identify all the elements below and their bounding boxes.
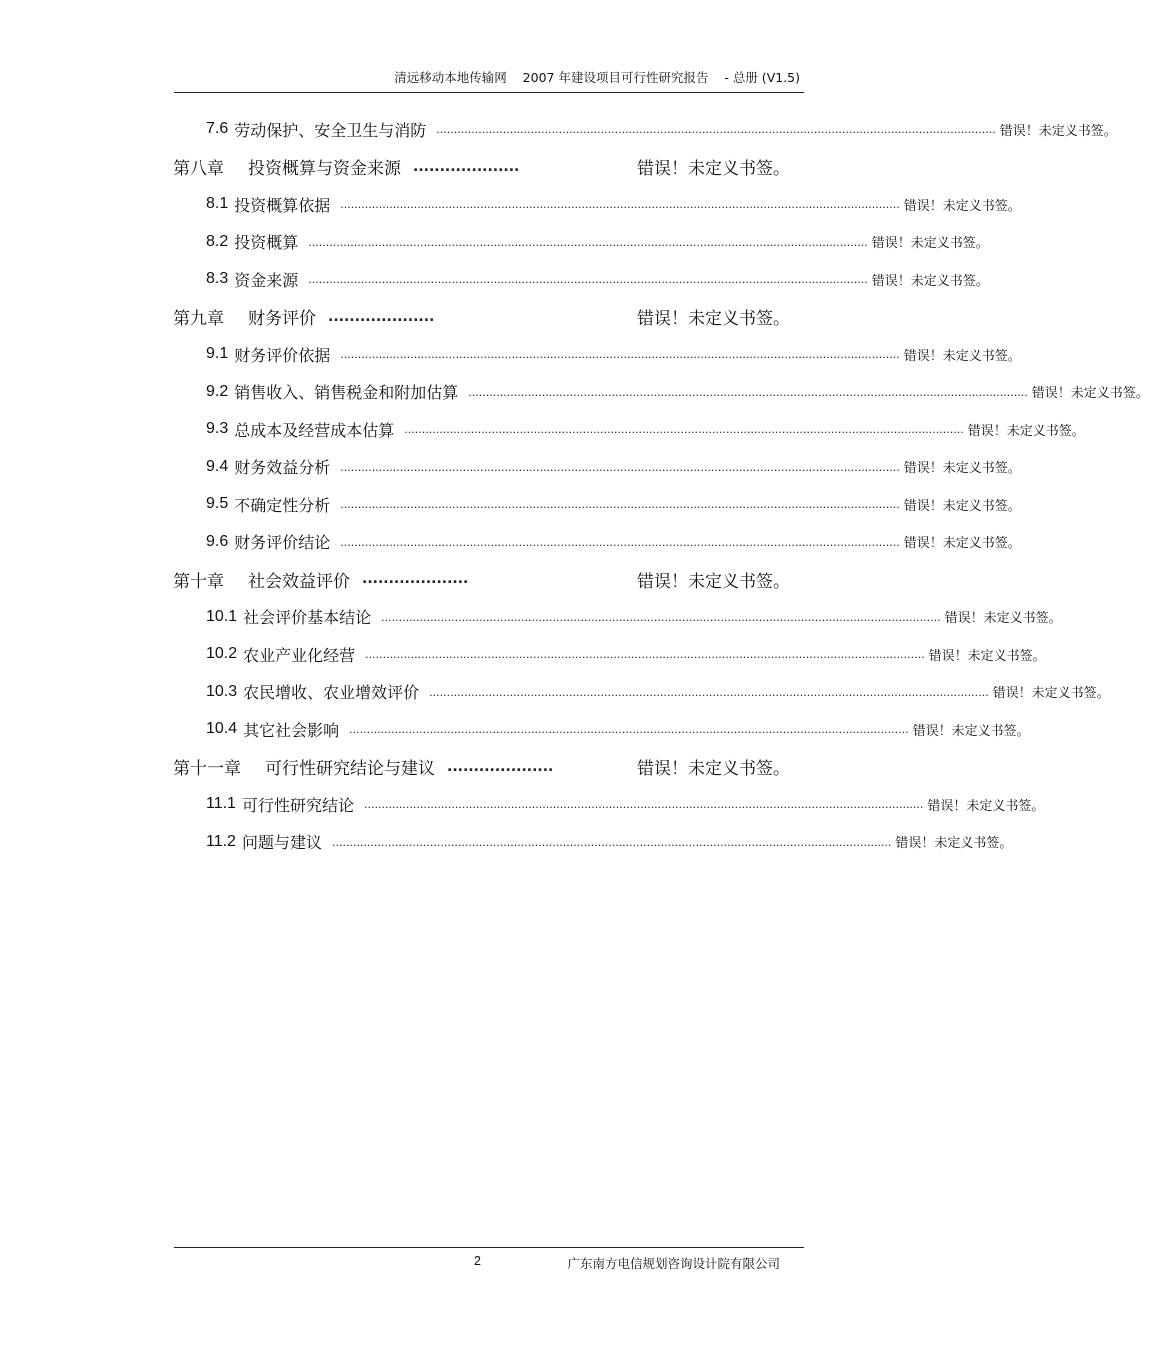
- toc-entry-number: 10.3: [206, 682, 238, 700]
- toc-entry-title: 社会评价基本结论: [243, 608, 372, 627]
- toc-entry-title: 资金来源: [234, 270, 299, 290]
- toc-entry-number: 第十一章: [173, 759, 241, 779]
- toc-dot-leader: ................................................................................................................................................................: [363, 798, 924, 811]
- toc-entry-number: 10.4: [206, 720, 238, 737]
- toc-dot-leader: ................................................................................................................................................................: [468, 385, 1028, 399]
- toc-chapter-entry[interactable]: [173, 567, 790, 591]
- toc-entry-title: 总成本及经营成本估算: [234, 420, 395, 440]
- toc-entry-page-reference: 错误！未定义书签。: [637, 309, 790, 329]
- toc-entry-page-reference: 错误！未定义书签。: [967, 423, 1085, 439]
- toc-entry-page-reference: 错误！未定义书签。: [637, 159, 790, 179]
- toc-entry-title: 销售收入、销售税金和附加估算: [234, 383, 459, 402]
- toc-entry-page-reference: 错误！未定义书签。: [928, 648, 1046, 664]
- toc-entry-title: 劳动保护、安全卫生与消防: [234, 120, 427, 140]
- toc-dot-leader: ................................................................................................................................................................: [404, 423, 964, 436]
- toc-entry-number: 9.1: [206, 345, 229, 362]
- footer-page-number: 2: [474, 1254, 481, 1268]
- toc-entry-page-reference: 错误！未定义书签。: [903, 198, 1021, 214]
- toc-entry-title: 投资概算与资金来源: [248, 159, 401, 179]
- toc-entry-page-reference: 错误！未定义书签。: [903, 536, 1021, 551]
- toc-entry-number: 第十章: [173, 571, 224, 592]
- toc-section-entry[interactable]: [206, 417, 1085, 441]
- toc-entry-number: 第九章: [173, 309, 224, 329]
- toc-entry-page-reference: 错误！未定义书签。: [992, 686, 1110, 701]
- toc-entry-title: 财务效益分析: [234, 458, 331, 477]
- toc-entry-number: 9.6: [206, 532, 229, 550]
- toc-entry-title: 投资概算依据: [234, 195, 331, 215]
- toc-entry-number: 10.2: [206, 645, 238, 662]
- toc-section-entry[interactable]: [206, 792, 1045, 816]
- toc-entry-title: 不确定性分析: [234, 495, 331, 515]
- toc-chapter-entry[interactable]: [173, 755, 790, 779]
- toc-entry-number: 8.3: [206, 270, 229, 287]
- toc-dot-leader: ................................................................................................................................................................: [340, 535, 900, 549]
- toc-entry-page-reference: 错误！未定义书签。: [903, 461, 1021, 476]
- toc-entry-title: 农业产业化经营: [243, 645, 356, 665]
- toc-section-entry[interactable]: [206, 830, 1013, 854]
- toc-entry-number: 8.2: [206, 232, 229, 250]
- toc-dot-leader: ................................................................................................................................................................: [308, 273, 868, 286]
- toc-entry-number: 8.1: [206, 195, 229, 212]
- toc-entry-page-reference: 错误！未定义书签。: [903, 498, 1021, 514]
- toc-entry-number: 11.1: [206, 795, 236, 812]
- toc-entry-number: 9.2: [206, 382, 229, 400]
- toc-entry-title: 可行性研究结论与建议: [265, 759, 435, 779]
- toc-section-entry[interactable]: [206, 455, 1021, 479]
- toc-section-entry[interactable]: [206, 717, 1030, 741]
- toc-entry-title: 投资概算: [234, 233, 299, 252]
- toc-entry-number: 9.4: [206, 457, 229, 475]
- toc-entry-title: 财务评价: [248, 309, 316, 329]
- toc-entry-title: 可行性研究结论: [241, 795, 354, 815]
- toc-dot-leader: ....................: [328, 308, 435, 325]
- header-text: 清远移动本地传输网 2007 年建设项目可行性研究报告 - 总册 (V1.5): [394, 70, 800, 85]
- toc-section-entry[interactable]: [206, 192, 1021, 216]
- toc-chapter-entry[interactable]: [173, 155, 790, 179]
- toc-dot-leader: ....................: [362, 571, 469, 587]
- toc-entry-number: 10.1: [206, 607, 238, 625]
- toc-section-entry[interactable]: [206, 530, 1021, 554]
- toc-entry-page-reference: 错误！未定义书签。: [927, 798, 1045, 814]
- toc-dot-leader: ................................................................................................................................................................: [381, 610, 941, 624]
- page-header: [174, 64, 804, 93]
- toc-entry-page-reference: 错误！未定义书签。: [895, 836, 1013, 851]
- toc-section-entry[interactable]: [206, 605, 1062, 629]
- toc-dot-leader: ................................................................................................................................................................: [340, 460, 900, 474]
- toc-dot-leader: ................................................................................................................................................................: [331, 835, 892, 849]
- toc-entry-page-reference: 错误！未定义书签。: [912, 723, 1030, 739]
- toc-section-entry[interactable]: [206, 342, 1021, 366]
- toc-section-entry[interactable]: [206, 380, 1149, 404]
- toc-dot-leader: ................................................................................................................................................................: [308, 235, 868, 249]
- toc-entry-title: 社会效益评价: [248, 571, 350, 592]
- toc-entry-title: 农民增收、农业增效评价: [243, 683, 420, 702]
- toc-section-entry[interactable]: [206, 680, 1110, 704]
- toc-dot-leader: ................................................................................................................................................................: [349, 723, 909, 736]
- toc-entry-page-reference: 错误！未定义书签。: [1031, 386, 1149, 401]
- toc-entry-number: 7.6: [206, 120, 229, 137]
- footer-company-name: 广东南方电信规划咨询设计院有限公司: [567, 1256, 780, 1271]
- toc-entry-number: 9.5: [206, 495, 229, 512]
- toc-dot-leader: ................................................................................................................................................................: [340, 348, 900, 361]
- toc-section-entry[interactable]: [206, 642, 1046, 666]
- toc-entry-title: 财务评价结论: [234, 533, 331, 552]
- toc-entry-page-reference: 错误！未定义书签。: [637, 759, 790, 779]
- toc-entry-page-reference: 错误！未定义书签。: [903, 348, 1021, 364]
- toc-section-entry[interactable]: [206, 267, 989, 291]
- toc-section-entry[interactable]: [206, 117, 1117, 141]
- toc-entry-number: 11.2: [206, 832, 236, 850]
- toc-dot-leader: ................................................................................................................................................................: [365, 648, 925, 661]
- toc-entry-page-reference: 错误！未定义书签。: [999, 123, 1117, 139]
- toc-dot-leader: ....................: [447, 758, 554, 775]
- toc-dot-leader: ................................................................................................................................................................: [436, 123, 996, 136]
- toc-dot-leader: ................................................................................................................................................................: [340, 498, 900, 511]
- toc-entry-page-reference: 错误！未定义书签。: [637, 571, 790, 592]
- toc-section-entry[interactable]: [206, 230, 989, 254]
- toc-section-entry[interactable]: [206, 492, 1021, 516]
- toc-entry-page-reference: 错误！未定义书签。: [871, 236, 989, 251]
- toc-entry-title: 财务评价依据: [234, 345, 331, 365]
- toc-entry-title: 问题与建议: [241, 833, 322, 852]
- toc-entry-title: 其它社会影响: [243, 720, 340, 740]
- toc-dot-leader: ....................: [413, 158, 520, 175]
- toc-dot-leader: ................................................................................................................................................................: [429, 685, 989, 699]
- toc-chapter-entry[interactable]: [173, 305, 790, 329]
- page-footer: [174, 1247, 804, 1278]
- toc-entry-number: 第八章: [173, 159, 224, 179]
- toc-entry-number: 9.3: [206, 420, 229, 437]
- toc-dot-leader: ................................................................................................................................................................: [340, 198, 900, 211]
- toc-entry-page-reference: 错误！未定义书签。: [871, 273, 989, 289]
- toc-entry-page-reference: 错误！未定义书签。: [944, 611, 1062, 626]
